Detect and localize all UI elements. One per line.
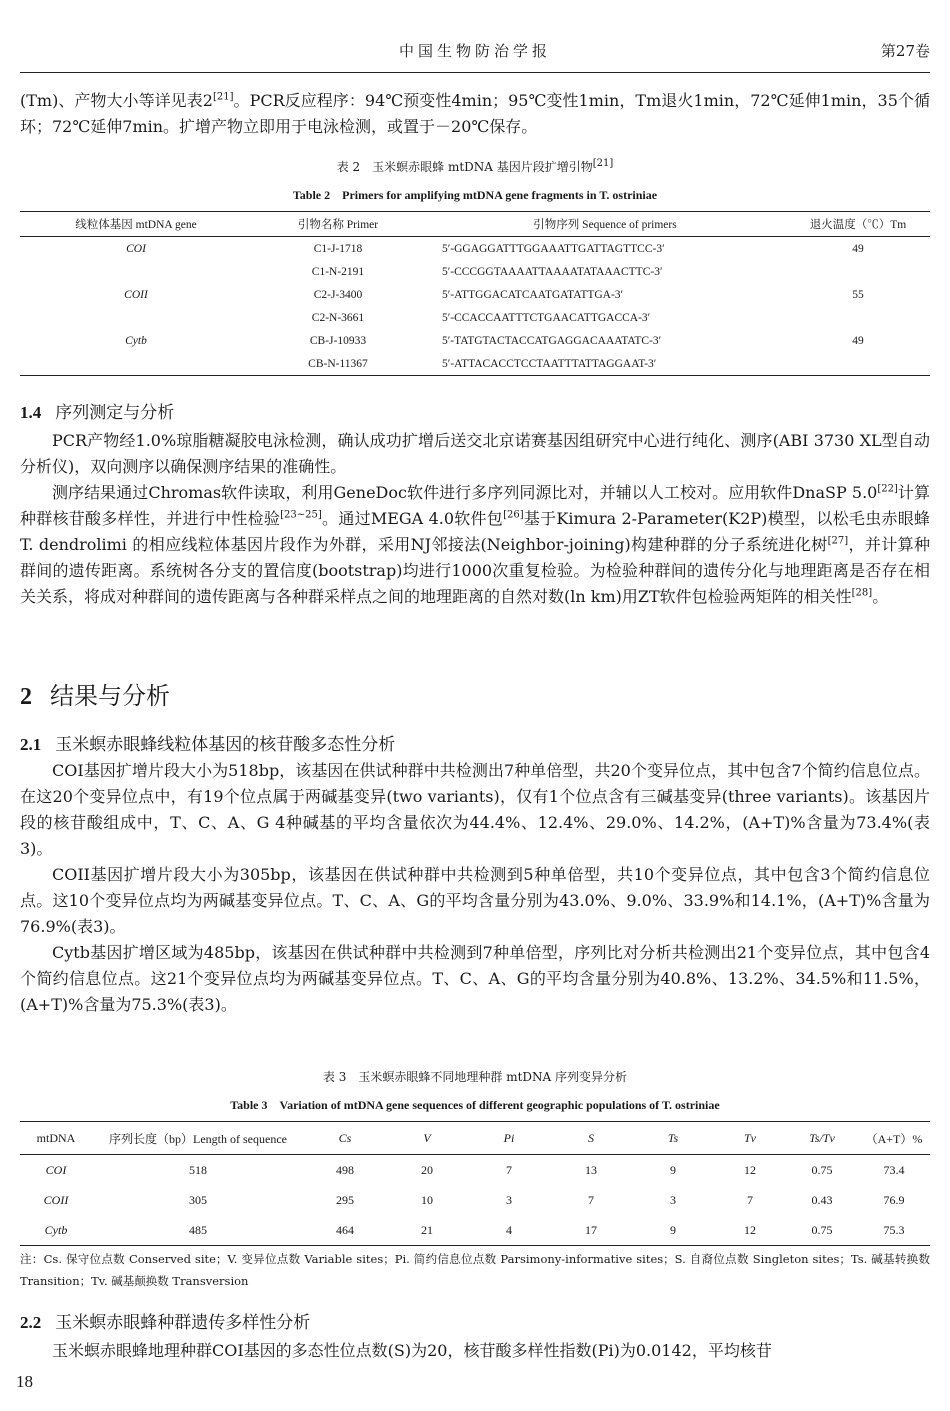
table3-cell: 13	[585, 1162, 597, 1177]
table3-caption-zh: 表 3 玉米螟赤眼蜂不同地理种群 mtDNA 序列变异分析	[322, 1070, 628, 1084]
table3-caption-en: Table 3 Variation of mtDNA gene sequences of different geographic populations of T. ostriniae	[230, 1098, 720, 1112]
table2-row	[20, 237, 930, 261]
table3-cell: 498	[336, 1162, 354, 1177]
table3-cell: 73.4	[883, 1162, 905, 1177]
table3-cell: 76.9	[883, 1192, 905, 1207]
section-title: 玉米螟赤眼蜂线粒体基因的核苷酸多态性分析	[55, 735, 396, 755]
table2-cell: 5′-GGAGGATTTGGAAATTGATTAGTTCC-3′	[442, 242, 665, 255]
table2-cell: 49	[852, 242, 864, 255]
table3-header-v: V	[386, 1122, 468, 1155]
table3-cell: 12	[744, 1162, 756, 1177]
running-head	[20, 40, 930, 64]
table2-cell: 5′-ATTGGACATCAATGATATTGA-3′	[442, 288, 624, 301]
table3-cell: 0.75	[811, 1162, 833, 1177]
section-number: 2.1	[20, 735, 42, 754]
table2-caption-en: Table 2 Primers for amplifying mtDNA gene fragments in T. ostriniae	[292, 188, 658, 202]
table2-cell	[786, 306, 930, 329]
table2-cell: CB-J-10933	[309, 334, 367, 347]
table2-row	[20, 352, 930, 376]
section-1-4-body	[20, 428, 930, 610]
section-title: 结果与分析	[50, 682, 170, 710]
table2	[20, 211, 930, 376]
page-number: 18	[16, 1372, 33, 1391]
table3-header-mtdna: mtDNA	[20, 1122, 92, 1155]
table2-row	[20, 283, 930, 306]
table3-cell: 464	[304, 1215, 386, 1246]
table3-cell: 518	[189, 1162, 207, 1177]
table3-header-s: S	[550, 1122, 632, 1155]
section-2-1-body	[20, 758, 930, 1018]
table3-header-at: （A+T）%	[858, 1122, 930, 1155]
table3-cell: 7	[506, 1162, 512, 1177]
table3-cell: 10	[421, 1192, 433, 1207]
table2-row	[20, 260, 930, 283]
table2-cell: COI	[126, 242, 146, 255]
table2-cell: COII	[124, 288, 148, 301]
table2-cell	[20, 352, 252, 376]
section-1-4-heading	[20, 398, 174, 423]
intro-paragraph-block	[20, 88, 930, 140]
table3-header-length: 序列长度（bp）Length of sequence	[92, 1122, 304, 1155]
table3-header-tv: Tv	[714, 1122, 786, 1155]
table3-cell: 305	[189, 1192, 207, 1207]
section-2-2-body	[20, 1338, 930, 1364]
table2-cell: C2-N-3661	[311, 311, 365, 324]
table3-header-row	[20, 1122, 930, 1155]
table2-cell: Cytb	[125, 334, 147, 347]
table3-cell: 20	[421, 1162, 433, 1177]
section-2-1-heading	[20, 730, 395, 755]
paragraph: COII基因扩增片段大小为305bp，该基因在供试种群中共检测到5种单倍型，共10个变异位点，其中包含3个简约信息位点。这10个变异位点均为两碱基变异位点。T、C、A、G的平均含量分别为43.0%、9.0%、33.9%和14.1%，(A+T)%含量为76.9%(表3)。	[20, 865, 930, 936]
table3-body	[20, 1155, 930, 1246]
table3-cell: 9	[632, 1215, 714, 1246]
table2-cell: 5′-CCCGGTAAAATTAAAATATAAACTTC-3′	[442, 265, 663, 278]
paragraph: COI基因扩增片段大小为518bp，该基因在供试种群中共检测出7种单倍型，共20个变异位点，其中包含7个简约信息位点。在这20个变异位点中，有19个位点属于两碱基变异(two variants)，仅有1个位点含有三碱基变异(three variants)。该基因片段的核苷酸组成中，T、C、A、G 4种碱基的平均含量依次为44.4%、12.4%、29.0%、14.2%，(A+T)%含量为73.4%(表3)。	[20, 761, 930, 858]
table3-cell: 0.43	[811, 1192, 833, 1207]
table3-header-ts-tv: Ts/Tv	[786, 1122, 858, 1155]
table3-header-cs: Cs	[304, 1122, 386, 1155]
table2-row	[20, 329, 930, 352]
paragraph: PCR产物经1.0%琼脂糖凝胶电泳检测，确认成功扩增后送交北京诺赛基因组研究中心进行纯化、测序(ABI 3730 XL型自动分析仪)，双向测序以确保测序结果的准确性。	[20, 431, 930, 476]
table2-header-tm: 退火温度（℃）Tm	[786, 212, 930, 237]
section-number: 1.4	[20, 403, 42, 422]
section-number: 2	[20, 684, 32, 710]
table3-row	[20, 1155, 930, 1186]
table2-cell: C2-J-3400	[313, 288, 363, 301]
table3-note: 注：Cs. 保守位点数 Conserved site；V. 变异位点数 Variable sites；Pi. 简约信息位点数 Parsimony-informative sites；S. 自裔位点数 Singleton sites；Ts. 碱基转换数 Transition；Tv. 碱基颠换数 Transversion	[20, 1252, 930, 1288]
table3-cell: COII	[43, 1192, 69, 1207]
paragraph: 测序结果通过Chromas软件读取，利用GeneDoc软件进行多序列同源比对，并辅以人工校对。应用软件DnaSP 5.0[22]计算种群核苷酸多样性，并进行中性检验[23~25]。通过MEGA 4.0软件包[26]基于Kimura 2-Parameter(K2P)模型，以松毛虫赤眼蜂 T. dendrolimi 的相应线粒体基因片段作为外群，采用NJ邻接法(Neighbor-joining)构建种群的分子系统进化树[27]，并计算种群间的遗传距离。系统树各分支的置信度(bootstrap)均进行1000次重复检验。为检验种群间的遗传分化与地理距离是否存在相关关系，将成对种群间的遗传距离与各种群采样点之间的地理距离的自然对数(ln km)用ZT软件包检验两矩阵的相关性[28]。	[20, 483, 930, 606]
table2-cell: C1-N-2191	[311, 265, 365, 278]
table3-cell: 17	[550, 1215, 632, 1246]
table2-cell	[20, 260, 252, 283]
journal-title: 中国生物防治学报	[398, 42, 551, 60]
table3-cell: 12	[714, 1215, 786, 1246]
table3-cell: Cytb	[20, 1215, 92, 1246]
table2-cell	[786, 352, 930, 376]
table3-row	[20, 1185, 930, 1215]
table3-cell: 9	[670, 1162, 676, 1177]
table2-cell: 49	[852, 334, 864, 347]
table3-cell: 0.75	[786, 1215, 858, 1246]
table2-body	[20, 237, 930, 376]
table2-cell: CB-N-11367	[252, 352, 424, 376]
volume-number: 第27卷	[880, 42, 930, 60]
table3-cell: 7	[747, 1192, 753, 1207]
table2-header-gene: 线粒体基因 mtDNA gene	[20, 212, 252, 237]
table3-cell: COI	[45, 1162, 67, 1177]
table3-cell: 3	[506, 1192, 512, 1207]
table3	[20, 1121, 930, 1246]
table2-cell: 5′-CCACCAATTTCTGAACATTGACCA-3′	[442, 311, 651, 324]
table3-row	[20, 1215, 930, 1246]
paragraph: Cytb基因扩增区域为485bp，该基因在供试种群中共检测到7种单倍型，序列比对分析共检测出21个变异位点，其中包含4个简约信息位点。这21个变异位点均为两碱基变异位点。T、C、A、G的平均含量分别为40.8%、13.2%、34.5%和11.5%，(A+T)%含量为75.3%(表3)。	[20, 943, 930, 1014]
section-number: 2.2	[20, 1313, 42, 1332]
table2-cell	[786, 260, 930, 283]
table2-caption-zh: 表 2 玉米螟赤眼蜂 mtDNA 基因片段扩增引物[21]	[336, 158, 614, 174]
table3-cell: 21	[386, 1215, 468, 1246]
table3-cell: 3	[670, 1192, 676, 1207]
table3-cell: 4	[468, 1215, 550, 1246]
section-2-heading	[20, 676, 170, 711]
table2-header-primer: 引物名称 Primer	[252, 212, 424, 237]
table2-cell	[20, 306, 252, 329]
table3-cell: 295	[336, 1192, 354, 1207]
table2-cell: 5′-TATGTACTACCATGAGGACAAATATC-3′	[442, 334, 662, 347]
table3-header-pi: Pi	[468, 1122, 550, 1155]
table2-cell: 55	[852, 288, 864, 301]
table2-row	[20, 306, 930, 329]
table2-cell: 5′-ATTACACCTCCTAATTTATTAGGAAT-3′	[424, 352, 786, 376]
intro-paragraph: (Tm)、产物大小等详见表2[21]。PCR反应程序：94℃预变性4min；95℃变性1min，Tm退火1min，72℃延伸1min，35个循环；72℃延伸7min。扩增产物立即用于电泳检测，或置于－20℃保存。	[20, 91, 930, 136]
table3-header-ts: Ts	[632, 1122, 714, 1155]
table2-cell: C1-J-1718	[313, 242, 363, 255]
table3-cell: 75.3	[858, 1215, 930, 1246]
section-title: 玉米螟赤眼蜂种群遗传多样性分析	[55, 1313, 311, 1333]
table2-header-row	[20, 212, 930, 237]
table3-cell: 485	[92, 1215, 304, 1246]
table2-header-sequence: 引物序列 Sequence of primers	[424, 212, 786, 237]
table3-cell: 7	[588, 1192, 594, 1207]
header-rule	[20, 72, 930, 73]
paragraph: 玉米螟赤眼蜂地理种群COI基因的多态性位点数(S)为20，核苷酸多样性指数(Pi)为0.0142，平均核苷	[52, 1341, 772, 1360]
section-2-2-heading	[20, 1308, 310, 1333]
section-title: 序列测定与分析	[55, 403, 175, 423]
